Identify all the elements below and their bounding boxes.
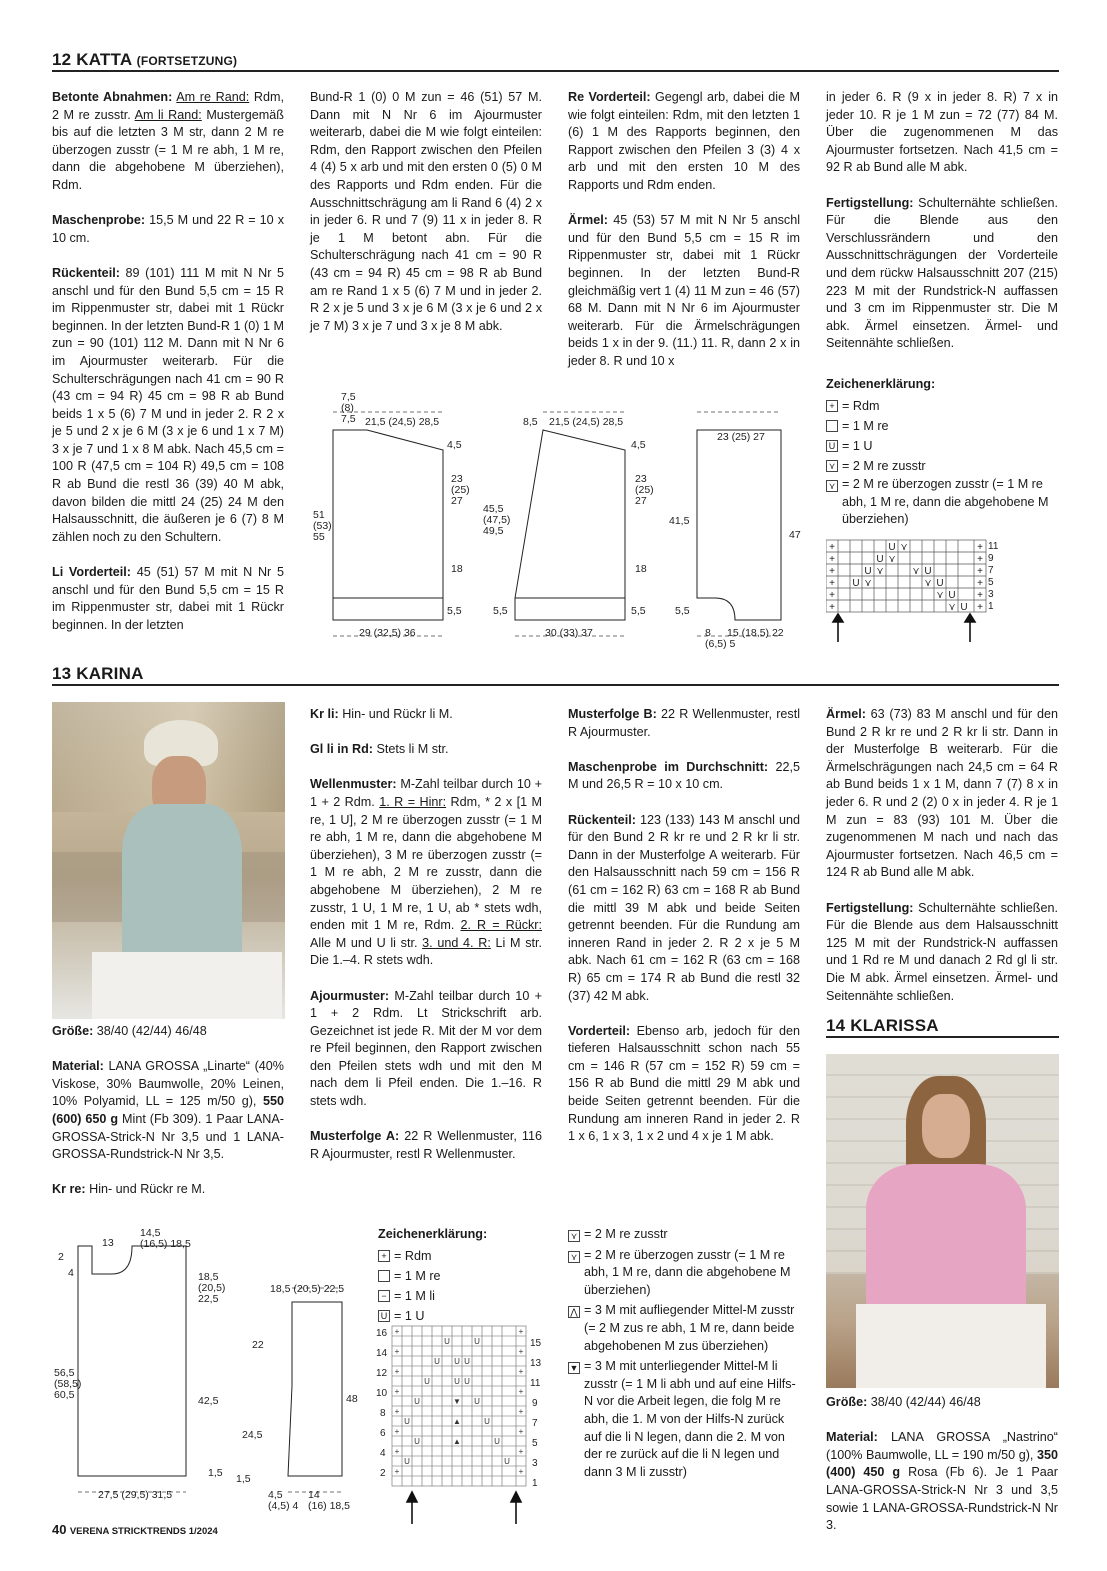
karina-sequence-a: Musterfolge A: 22 R Wellenmuster, 116 R Ajourmuster, restl R Wellenmuster. (310, 1129, 542, 1161)
svg-text:+: + (518, 1467, 524, 1476)
purl-double-decrease-icon: ▼ (569, 1363, 579, 1374)
svg-text:+: + (394, 1407, 400, 1416)
svg-text:U: U (504, 1457, 510, 1466)
karina-finishing: Fertigstellung: Schulternähte schließen. Für die Blende aus dem Halsausschnitt 125 M mit der Rundstrick-N auffassen und 1 Rd re M und danach 2 Rd gl li str. Die M abk. Ärmel einsetzen. Ärmel- und Seitennähte schließen. (826, 900, 1058, 1003)
svg-text:U: U (404, 1457, 410, 1466)
dim-label: 2 (58, 1251, 64, 1263)
legend-item: ⋎ = 2 M re zusstr (568, 1226, 800, 1244)
dim-label: 15 (18,5) 22 (727, 627, 784, 639)
katta-finishing: Fertigstellung: Schulternähte schließen. Für die Blende aus den Verschlussrändern und den Ausschnittschrägungen der Vorderteile und dem rückw Halsausschnitt 207 (215) 223 M mit der Rundstrick-N auffassen und 3 cm im Rippenmuster str. Die M abk. Ärmel einsetzen. Ärmel- und Seitennähte schließen. (826, 195, 1058, 351)
svg-text:U: U (404, 1417, 410, 1426)
chart-row-label: 10 (376, 1388, 388, 1399)
katta-sleeve-cont: in jeder 6. R (9 x in jeder 8. R) 7 x in jeder 10. R je 1 M zun = 72 (77) 84 M. Über die zugenommenen M das Ajourmuster fortsetzen. Nach 41,5 cm = 92 R ab Bund alle M abk. (826, 90, 1058, 175)
karina-front: Vorderteil: Ebenso arb, jedoch für den tieferen Halsausschnitt schon nach 55 cm = 146 R (57 cm = 152 R) 59 cm = 156 R ab Bund die mittl 29 M abk und beide Seiten getrennt beenden. Für die Rundung am inneren Rand in jeder 2. R 1 x 6, 1 x 3, 1 x 2 und 4 x je 1 M abk. (568, 1023, 800, 1144)
k2tog-icon: ⋎ (568, 1230, 580, 1242)
svg-text:+: + (829, 542, 835, 553)
magazine-title: VERENA STRICKTRENDS 1/2024 (69, 1526, 218, 1537)
svg-text:+: + (518, 1327, 524, 1336)
svg-text:U: U (876, 554, 884, 565)
dim-label: 14 (16) 18,5 (308, 1489, 351, 1512)
karina-column-2 (310, 706, 542, 1181)
karina-schematics (52, 1226, 372, 1516)
dim-label: 45,5 (47,5) 49,5 (483, 503, 511, 537)
dim-label: 18,5 (20,5) 22,5 (270, 1283, 345, 1295)
dim-label: 8 (6,5) 5 (705, 627, 736, 650)
dim-label: 51 (53) 55 (313, 509, 332, 543)
karina-garter: Kr re: Hin- und Rückr re M. (52, 1182, 206, 1197)
svg-text:⋎: ⋎ (864, 578, 872, 589)
chart-row-label: 7 (988, 565, 994, 576)
header-rule (826, 1036, 1059, 1038)
svg-text:+: + (977, 602, 983, 613)
klarissa-size: Größe: 38/40 (42/44) 46/48 (826, 1395, 981, 1409)
purl-stitch-icon: − (378, 1290, 390, 1302)
svg-text:+: + (977, 578, 983, 589)
karina-material: Material: LANA GROSSA „Linarte“ (40% Viskose, 30% Baumwolle, 20% Leinen, 10% Polyamid, LL = 125 m/50 g), 550 (600) 650 g Mint (Fb 309). 1 Paar LANA-GROSSA-Strick-N Nr 3,5 und 1 LANA-GROSSA-Rundstrick-N Nr 3,5. (52, 1059, 285, 1162)
dim-label: 23 (25) 27 (717, 431, 765, 443)
dim-label: 29 (32,5) 36 (359, 627, 416, 639)
legend-item: U = 1 U (826, 436, 1058, 456)
chart-row-label: 1 (988, 601, 994, 612)
legend-item: + = Rdm (826, 396, 1058, 416)
central-double-decrease-icon: ⋀ (568, 1306, 580, 1318)
svg-text:+: + (829, 566, 835, 577)
svg-text:▼: ▼ (453, 1397, 461, 1406)
svg-text:U: U (434, 1357, 440, 1366)
legend-title: Zeichenerklärung: (378, 1227, 488, 1241)
svg-text:+: + (394, 1447, 400, 1456)
katta-legend (826, 374, 1058, 529)
legend-item: ⋎ = 2 M re überzogen zusstr (= 1 M re abh, 1 M re, dann die abgehobene M überziehen) (568, 1247, 800, 1300)
edge-stitch-icon: + (826, 400, 838, 412)
chart-row-label: 8 (380, 1408, 386, 1419)
dim-label: 18 (451, 563, 463, 575)
dim-label: 24,5 (242, 1429, 263, 1441)
svg-text:+: + (518, 1427, 524, 1436)
dim-label: 8,5 (523, 416, 538, 428)
knit-stitch-icon (378, 1270, 390, 1282)
chart-row-label: 13 (530, 1358, 542, 1369)
karina-size: Größe: 38/40 (42/44) 46/48 (52, 1024, 207, 1038)
legend-item: ⋀ = 3 M mit aufliegender Mittel-M zusstr (= 2 M zus re abh, 1 M re, dann beide abgehobenen M zus überziehen) (568, 1302, 800, 1355)
dim-label: 30 (33) 37 (545, 627, 593, 639)
yarn-over-icon: U (378, 1310, 390, 1322)
svg-text:⋎: ⋎ (876, 566, 884, 577)
katta-column-1 (52, 89, 284, 652)
karina-rev-stockinette: Gl li in Rd: Stets li M str. (310, 742, 449, 757)
svg-text:U: U (454, 1357, 460, 1366)
chart-row-label: 3 (532, 1458, 538, 1469)
svg-text:+: + (518, 1347, 524, 1356)
section-title-katta: 12 KATTA (FORTSETZUNG) (52, 50, 238, 69)
dim-label: 27,5 (29,5) 31,5 (98, 1489, 173, 1501)
svg-text:▲: ▲ (453, 1437, 461, 1446)
section-title-klarissa: 14 KLARISSA (826, 1016, 939, 1035)
legend-item: U = 1 U (378, 1306, 558, 1326)
svg-text:+: + (394, 1367, 400, 1376)
katta-gauge: Maschenprobe: 15,5 M und 22 R = 10 x 10 cm. (52, 213, 285, 245)
yarn-over-icon: U (826, 440, 838, 452)
chart-row-label: 16 (376, 1328, 388, 1339)
svg-text:+: + (518, 1387, 524, 1396)
chart-row-label: 3 (988, 589, 994, 600)
karina-sequence-b: Musterfolge B: 22 R Wellenmuster, restl R Ajourmuster. (568, 707, 801, 739)
svg-text:U: U (494, 1437, 500, 1446)
dim-label: 23 (25) 27 (451, 473, 470, 507)
svg-text:U: U (414, 1437, 420, 1446)
chart-row-label: 4 (380, 1448, 386, 1459)
svg-text:⋎: ⋎ (948, 602, 956, 613)
dim-label: 18,5 (20,5) 22,5 (198, 1271, 226, 1305)
dim-label: 5,5 (493, 605, 508, 617)
svg-text:+: + (829, 578, 835, 589)
klarissa-material: Material: LANA GROSSA „Nastrino“ (100% Baumwolle, LL = 190 m/50 g), 350 (400) 450 g Rosa (Fb 6). Je 1 Paar LANA-GROSSA-Strick-N Nr 3 und 3,5 sowie 1 LANA-GROSSA-Rundstrick-N Nr 3. (826, 1430, 1058, 1533)
katta-stitch-chart (826, 538, 1006, 648)
klarissa-column (826, 1394, 1058, 1552)
katta-sleeve: Ärmel: 45 (53) 57 M mit N Nr 5 anschl und für den Bund 5,5 cm = 15 R im Rippenmuster str, dabei mit 1 Rückr beginnen. In der letzten Bund-R gleichmäßig vert 1 (4) 11 M zun = 46 (57) 68 M. Dann mit N Nr 6 im Ajourmuster weiterarb. Für die Ärmelschrägungen beids 1 x in der 9. (11.) 11. R, dann 2 x in jeder 8. R und 10 x (568, 213, 800, 368)
svg-text:+: + (977, 566, 983, 577)
svg-text:U: U (960, 602, 968, 613)
dim-label: 4,5 (447, 439, 462, 451)
svg-text:+: + (977, 590, 983, 601)
svg-text:U: U (852, 578, 860, 589)
dim-label: 56,5 (58,5) 60,5 (54, 1367, 82, 1401)
dim-label: 18 (635, 563, 647, 575)
svg-text:U: U (484, 1417, 490, 1426)
dim-label: 42,5 (198, 1395, 219, 1407)
svg-text:+: + (977, 542, 983, 553)
karina-column-3 (568, 706, 800, 1163)
svg-text:U: U (864, 566, 872, 577)
svg-text:U: U (936, 578, 944, 589)
chart-row-label: 5 (988, 577, 994, 588)
k2tog-icon: ⋎ (826, 460, 838, 472)
svg-text:U: U (464, 1357, 470, 1366)
chart-row-label: 11 (988, 541, 999, 552)
chart-row-label: 14 (376, 1348, 388, 1359)
page-number: 40 (52, 1522, 67, 1537)
karina-back: Rückenteil: 123 (133) 143 M anschl und für den Bund 2 R kr re und 2 R kr li str. Dann in der Musterfolge A weiterarb. Für den Halsausschnitt nach 59 cm = 156 R (61 cm = 162 R) 63 cm = 168 R ab Bund die mittl 39 M abk und beide Seiten getrennt beenden. Für die Rundung am inneren Rand in jeder 2. R 2 x je 5 M abk. Nach 61 cm = 162 R (63 cm = 168 R) 65 cm = 174 R ab Bund die restl 32 (37) 42 M abk. (568, 812, 801, 1003)
svg-text:⋎: ⋎ (888, 554, 896, 565)
svg-text:+: + (394, 1387, 400, 1396)
dim-label: 7,5 (8) 7,5 (341, 391, 356, 425)
dim-label: 4,5 (631, 439, 646, 451)
karina-sleeve: Ärmel: 63 (73) 83 M anschl und für den Bund 2 R kr re und 2 R kr li str. Dann in der Musterfolge B weiterarb. Für die Ärmelschrägungen nach 24,5 cm = 64 R ab Bund beids 1 x 1 M, dann 7 (7) 8 x in jeder 6. R und 2 (2) 0 x in jeder 4. R je 1 M zun = 83 (93) 101 M. Über die zugenommenen M nach und nach das Ajourmuster fortsetzen. Nach 46,5 cm = 124 R ab Bund alle M abk. (826, 707, 1058, 880)
dim-label: 47 (789, 529, 801, 541)
chart-row-label: 5 (532, 1438, 538, 1449)
dim-label: 5,5 (447, 605, 462, 617)
karina-column-4 (826, 706, 1058, 1023)
chart-row-label: 2 (380, 1468, 386, 1479)
svg-text:+: + (829, 554, 835, 565)
svg-text:U: U (464, 1377, 470, 1386)
karina-column-1 (52, 1023, 284, 1217)
klarissa-photo (826, 1054, 1059, 1388)
svg-text:⋎: ⋎ (912, 566, 920, 577)
svg-text:+: + (394, 1327, 400, 1336)
section-title-karina: 13 KARINA (52, 664, 144, 683)
legend-item: ⋎ = 2 M re überzogen zusstr (= 1 M re abh, 1 M re, dann die abgehobene M überziehen) (826, 476, 1058, 529)
katta-left-front-cont: Bund-R 1 (0) 0 M zun = 46 (51) 57 M. Dann mit N Nr 6 im Ajourmuster weiterarb, dabei die M wie folgt einteilen: Rdm, den Rapport zwischen den Pfeilen 4 (4) 5 x arb und mit den ersten 0 (5) 0 M des Rapports und Rdm enden. Für die Ausschnittschrägung am li Rand 6 (4) 2 x in jeder 6. R und 7 (9) 11 x in jeder 8. R je 1 M betont abn. Für die Schulterschrägung nach 41 cm = 90 R (43 cm = 94 R) 45 cm = 98 R ab Bund am re Rand 1 x 5 (6) 7 M und in jeder 2. R 2 x je 5 und 3 x je 6 M (3 x je 6 und 2 x je 7 M) 3 x je 7 und 3 x je 8 M abk. (310, 90, 542, 333)
karina-legend-2 (568, 1226, 800, 1481)
karina-photo (52, 702, 285, 1019)
svg-text:U: U (924, 566, 932, 577)
svg-text:+: + (394, 1467, 400, 1476)
katta-decreases: Betonte Abnahmen: Am re Rand: Rdm, 2 M re zusstr. Am li Rand: Mustergemäß bis auf die letzten 3 M str, dann 2 M re überzogen zusstr (= 1 M re abh, 1 M re, dann die abgehobene M überziehen), Rdm. (52, 90, 284, 192)
dim-label: 48 (346, 1393, 358, 1405)
chart-row-label: 6 (380, 1428, 386, 1439)
dim-label: 22 (252, 1339, 264, 1351)
svg-text:⋎: ⋎ (936, 590, 944, 601)
karina-legend-1 (378, 1224, 558, 1326)
katta-left-front: Li Vorderteil: 45 (51) 57 M mit N Nr 5 anschl und für den Bund 5,5 cm = 15 R im Rippenmuster str, dabei mit 1 Rückr beginnen. In der letzten (52, 565, 284, 632)
svg-text:U: U (474, 1337, 480, 1346)
dim-label: 14,5 (16,5) 18,5 (140, 1227, 191, 1250)
section-subtitle: (FORTSETZUNG) (136, 54, 238, 68)
svg-text:U: U (414, 1397, 420, 1406)
legend-item: = 1 M re (378, 1266, 558, 1286)
karina-rev-garter: Kr li: Hin- und Rückr li M. (310, 707, 453, 721)
knit-stitch-icon (826, 420, 838, 432)
header-rule (52, 684, 1059, 686)
dim-label: 4,5 (4,5) 4 (268, 1489, 299, 1512)
repeat-arrows (407, 1492, 521, 1524)
chart-row-label: 1 (532, 1478, 538, 1489)
dim-label: 5,5 (675, 605, 690, 617)
legend-item: ▼ = 3 M mit unterliegender Mittel-M li zusstr (= 1 M li abh und auf eine Hilfs-N vor die Arbeit legen, die folg M re abh, die 1. M von der Hilfs-N zurück auf die li N legen, dann die 2. M von der re zurück auf die li N legen und dann 3 M li zusstr) (569, 1359, 796, 1479)
chart-row-label: 9 (988, 553, 994, 564)
svg-text:U: U (454, 1377, 460, 1386)
karina-gauge: Maschenprobe im Durchschnitt: 22,5 M und 26,5 R = 10 x 10 cm. (568, 759, 801, 792)
ssk-icon: ⋎ (568, 1251, 580, 1263)
dim-label: 13 (102, 1237, 114, 1249)
svg-text:U: U (424, 1377, 430, 1386)
dim-label: 4 (68, 1267, 74, 1279)
chart-row-label: 11 (530, 1378, 541, 1389)
dim-label: 1,5 (236, 1473, 251, 1485)
dim-label: 1,5 (208, 1467, 223, 1479)
svg-text:+: + (977, 554, 983, 565)
dim-label: 5,5 (631, 605, 646, 617)
svg-text:+: + (518, 1367, 524, 1376)
svg-text:▲: ▲ (453, 1417, 461, 1426)
svg-text:U: U (444, 1337, 450, 1346)
legend-item: − = 1 M li (378, 1286, 558, 1306)
svg-text:U: U (474, 1397, 480, 1406)
katta-right-front: Re Vorderteil: Gegengl arb, dabei die M wie folgt einteilen: Rdm, mit den letzten 1 (6) 1 M des Rapports beginnen, den Rapport zwischen den Pfeilen 3 (3) 4 x arb und mit den ersten 10 M des Rapports und Rdm enden. (568, 90, 801, 192)
karina-stitch-chart (372, 1322, 544, 1528)
karina-lace-pattern: Ajourmuster: M-Zahl teilbar durch 10 + 1 + 2 Rdm. Lt Strickschrift arb. Gezeichnet ist jede R. Mit der M vor dem re Pfeil beginnen, den Rapport zwischen den Pfeilen stets wdh und mit den M nach dem li Pfeil enden. Die 1.–16. R stets wdh. (310, 988, 542, 1109)
svg-text:+: + (518, 1447, 524, 1456)
chart-row-label: 12 (376, 1368, 388, 1379)
katta-column-3 (568, 89, 800, 388)
chart-row-label: 7 (532, 1418, 538, 1429)
svg-text:+: + (394, 1427, 400, 1436)
repeat-arrows (833, 614, 975, 642)
ssk-icon: ⋎ (826, 480, 838, 492)
svg-text:+: + (394, 1347, 400, 1356)
page-footer (52, 1522, 218, 1537)
katta-column-4 (826, 89, 1058, 371)
chart-row-label: 15 (530, 1338, 542, 1349)
svg-text:⋎: ⋎ (900, 542, 908, 553)
edge-stitch-icon: + (378, 1250, 390, 1262)
legend-title: Zeichenerklärung: (826, 377, 936, 391)
legend-item: + = Rdm (378, 1246, 558, 1266)
svg-text:+: + (829, 602, 835, 613)
dim-label: 23 (25) 27 (635, 473, 654, 507)
svg-text:⋎: ⋎ (924, 578, 932, 589)
dim-label: 41,5 (669, 515, 690, 527)
katta-back: Rückenteil: 89 (101) 111 M mit N Nr 5 anschl und für den Bund 5,5 cm = 15 R im Rippenmuster str, dabei mit 1 Rückr beginnen. In der letzten Bund-R 1 (0) 1 M zun = 90 (101) 112 M. Dann mit N Nr 6 im Ajourmuster weiterarb. Für die Schulterschrägungen nach 41 cm = 90 R (43 cm = 94 R) 45 cm = 98 R ab Bund beids 1 x 5 (6) 7 M und in jeder 2. R 2 x je 5 und 2 x je 6 M (3 x je 6 und 1 x 7 M) 3 x je 7 und 1 x 8 M abk. Nach 45,5 cm = 100 R (47,5 cm = 104 R) 49,5 cm = 108 R ab Bund die restl 36 (39) 40 M abk, davon bilden die mittl 24 (25) 24 M den Halsausschnitt, die äußeren je 6 (7) 8 M zählen noch zu den Schultern. (52, 265, 285, 544)
svg-text:U: U (888, 542, 896, 553)
header-rule (52, 70, 1059, 72)
legend-item: = 1 M re (826, 416, 1058, 436)
karina-wave-pattern: Wellenmuster: M-Zahl teilbar durch 10 + 1 + 2 Rdm. 1. R = Hinr: Rdm, * 2 x [1 M re, 1 U], 2 M re überzogen zusstr (= 1 M re abh, 1 M re, dann die abgehobene M überziehen), 3 M re überzogen zusstr (= 1 M re abh, 2 M re zusstr, dann die abgehobene M überziehen), 2 M re zusstr, 1 U, 1 M re, 1 U, ab * stets wdh, enden mit 1 M re, Rdm. 2. R = Rückr: Alle M und U li str. 3. und 4. R: Li M str. Die 1.–4. R stets wdh. (310, 777, 543, 968)
svg-text:+: + (829, 590, 835, 601)
legend-item: ⋎ = 2 M re zusstr (826, 456, 1058, 476)
katta-column-2 (310, 89, 542, 353)
svg-text:+: + (518, 1407, 524, 1416)
svg-text:U: U (948, 590, 956, 601)
chart-row-label: 9 (532, 1398, 538, 1409)
dim-label: 21,5 (24,5) 28,5 (549, 416, 624, 428)
katta-schematics (305, 388, 815, 650)
dim-label: 21,5 (24,5) 28,5 (365, 416, 440, 428)
